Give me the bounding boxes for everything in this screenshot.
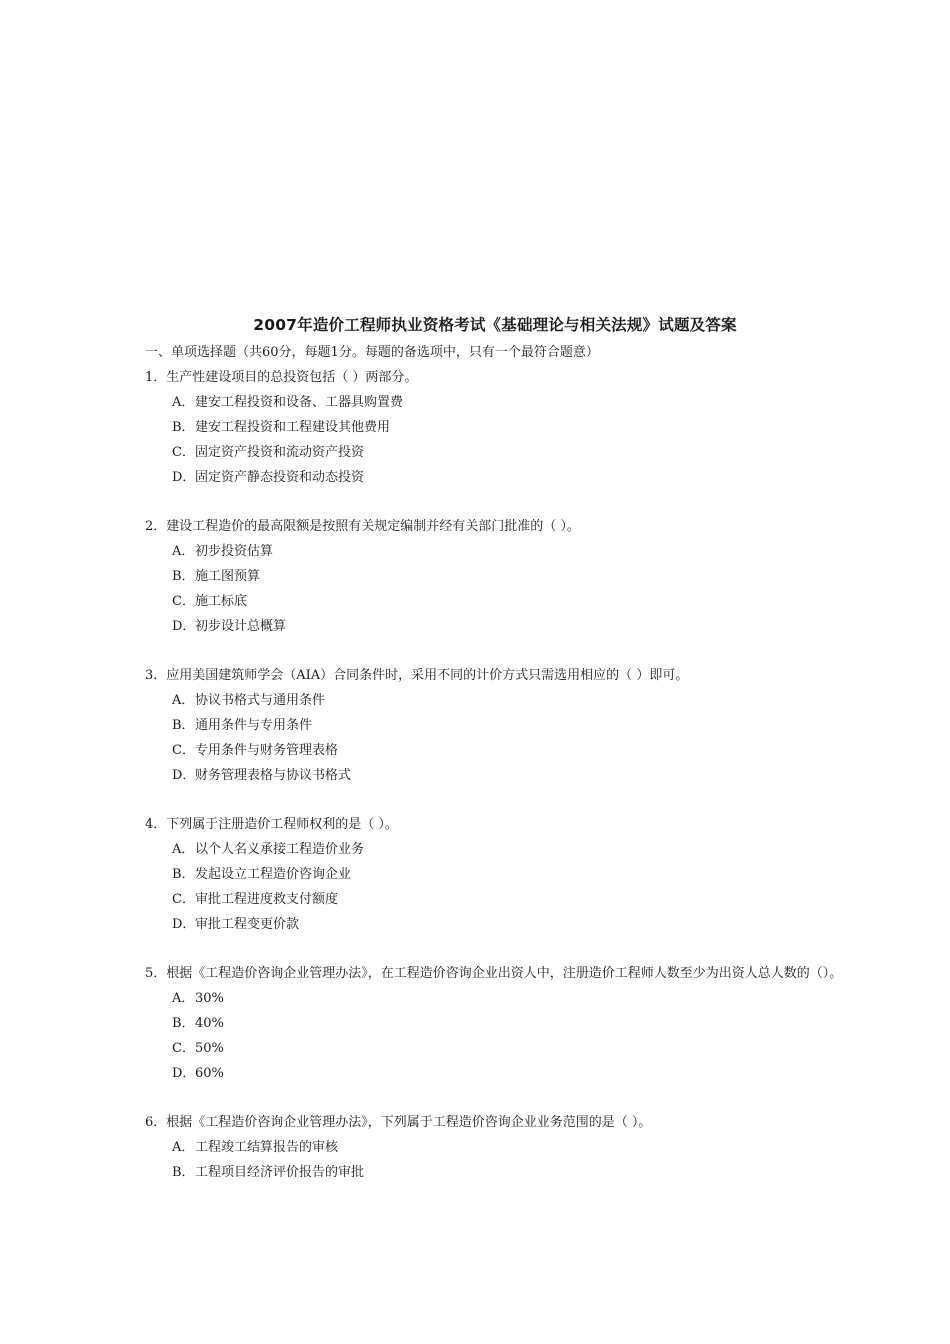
option-text: 固定资产投资和流动资产投资	[195, 445, 365, 460]
option-text: 审批工程变更价款	[195, 917, 300, 932]
option-a	[145, 390, 855, 415]
option-d	[145, 912, 855, 937]
question-3	[145, 663, 855, 788]
option-a	[145, 1135, 855, 1160]
question-2	[145, 514, 855, 639]
question-stem: 1．生产性建设项目的总投资包括（ ）两部分。	[145, 370, 418, 385]
option-c	[145, 1036, 855, 1061]
option-b	[145, 564, 855, 589]
option-text: 协议书格式与通用条件	[195, 693, 326, 708]
option-label: D．	[172, 1066, 196, 1081]
option-text: 初步设计总概算	[195, 619, 287, 634]
option-d	[145, 1061, 855, 1086]
option-c	[145, 887, 855, 912]
option-text: 建安工程投资和工程建设其他费用	[195, 420, 391, 435]
option-d	[145, 614, 855, 639]
option-b	[145, 415, 855, 440]
option-text: 固定资产静态投资和动态投资	[195, 470, 365, 485]
option-text: 通用条件与专用条件	[195, 718, 313, 733]
option-text: 发起设立工程造价咨询企业	[195, 867, 352, 882]
option-text: 建安工程投资和设备、工器具购置费	[195, 395, 404, 410]
option-text: 以个人名义承接工程造价业务	[195, 842, 365, 857]
option-d	[145, 465, 855, 490]
option-text: 初步投资估算	[195, 544, 274, 559]
document-body	[145, 340, 855, 1209]
option-a	[145, 539, 855, 564]
option-text: 50%	[195, 1041, 224, 1056]
option-b	[145, 1011, 855, 1036]
option-label: C．	[172, 1041, 195, 1056]
option-label: B．	[172, 420, 195, 435]
option-list	[145, 688, 855, 788]
option-label: D．	[172, 619, 196, 634]
option-label: B．	[172, 1165, 195, 1180]
question-1	[145, 365, 855, 490]
option-text: 60%	[195, 1066, 224, 1081]
option-text: 财务管理表格与协议书格式	[195, 768, 352, 783]
option-label: A．	[172, 395, 195, 410]
option-label: A．	[172, 544, 195, 559]
option-label: A．	[172, 693, 195, 708]
option-a	[145, 986, 855, 1011]
option-text: 审批工程进度救支付额度	[195, 892, 339, 907]
option-label: C．	[172, 892, 195, 907]
question-stem: 6．根据《工程造价咨询企业管理办法》，下列属于工程造价咨询企业业务范围的是（ ）。	[145, 1115, 652, 1130]
option-label: C．	[172, 445, 195, 460]
option-d	[145, 763, 855, 788]
question-5	[145, 961, 855, 1086]
option-list	[145, 539, 855, 639]
section-heading: 一、单项选择题（共60分，每题1分。每题的备选项中，只有一个最符合题意）	[145, 345, 599, 360]
question-4	[145, 812, 855, 937]
option-c	[145, 440, 855, 465]
option-text: 40%	[195, 1016, 224, 1031]
option-a	[145, 837, 855, 862]
option-label: D．	[172, 470, 196, 485]
option-label: B．	[172, 1016, 195, 1031]
option-b	[145, 1160, 855, 1185]
option-label: D．	[172, 768, 196, 783]
question-6	[145, 1110, 855, 1185]
option-a	[145, 688, 855, 713]
option-label: D．	[172, 917, 196, 932]
option-label: B．	[172, 569, 195, 584]
question-stem: 4．下列属于注册造价工程师权利的是（ ）。	[145, 817, 398, 832]
option-label: C．	[172, 743, 195, 758]
question-stem: 2．建设工程造价的最高限额是按照有关规定编制并经有关部门批准的（ ）。	[145, 519, 580, 534]
option-b	[145, 862, 855, 887]
question-stem: 3．应用美国建筑师学会（AIA）合同条件时，采用不同的计价方式只需选用相应的（ ）即可。	[145, 668, 689, 683]
option-text: 工程项目经济评价报告的审批	[195, 1165, 365, 1180]
option-text: 专用条件与财务管理表格	[195, 743, 339, 758]
option-c	[145, 738, 855, 763]
document-title: 2007年造价工程师执业资格考试《基础理论与相关法规》试题及答案	[253, 316, 737, 334]
option-list	[145, 986, 855, 1086]
question-stem: 5．根据《工程造价咨询企业管理办法》，在工程造价咨询企业出资人中，注册造价工程师人数至少为出资人总人数的（）。	[145, 966, 843, 981]
option-label: B．	[172, 718, 195, 733]
option-text: 施工标底	[195, 594, 248, 609]
option-b	[145, 713, 855, 738]
option-text: 30%	[195, 991, 224, 1006]
option-label: A．	[172, 1140, 195, 1155]
option-label: A．	[172, 991, 195, 1006]
option-text: 施工图预算	[195, 569, 261, 584]
option-c	[145, 589, 855, 614]
option-list	[145, 1135, 855, 1185]
option-label: B．	[172, 867, 195, 882]
option-list	[145, 390, 855, 490]
option-text: 工程竣工结算报告的审核	[195, 1140, 339, 1155]
option-label: C．	[172, 594, 195, 609]
option-list	[145, 837, 855, 937]
option-label: A．	[172, 842, 195, 857]
